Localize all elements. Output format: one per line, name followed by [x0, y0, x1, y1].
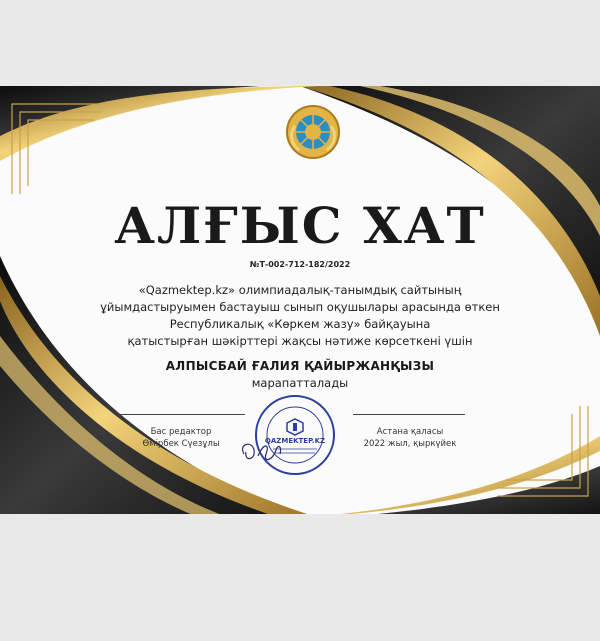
body-line: Республикалық «Көркем жазу» байқауына: [169, 317, 431, 331]
recipient-name: АЛПЫСБАЙ ҒАЛИЯ ҚАЙЫРЖАНҚЫЗЫ: [165, 359, 435, 373]
issue-city: Астана қаласы: [376, 427, 444, 437]
awarded-text: марапатталады: [251, 376, 349, 390]
issue-date: 2022 жыл, қыркүйек: [363, 439, 457, 449]
right-signature-block: [350, 426, 470, 450]
signature-line-left: [120, 414, 245, 415]
certificate-body: [100, 282, 500, 350]
body-line: ұйымдастыруымен бастауыш сынып оқушылары арасында өткен: [100, 300, 500, 314]
signer-role: Бас редактор: [150, 427, 212, 437]
state-emblem-icon: [285, 104, 341, 160]
certificate-number: №Т-002-712-182/2022: [249, 260, 351, 269]
signer-name: Өмірбек Сүезұлы: [142, 439, 220, 449]
signature-line-right: [353, 414, 465, 415]
stamp-icon: [253, 393, 337, 477]
certificate: [0, 86, 600, 518]
left-signature-block: [116, 426, 246, 450]
body-line: «Qazmektep.kz» олимпиадалық-танымдық сайтының: [138, 283, 462, 297]
stamp-label: QAZMEKTEP.KZ: [264, 437, 326, 445]
certificate-title: АЛҒЫС ХАТ: [114, 196, 486, 255]
body-line: қатыстырған шәкірттері жақсы нәтиже көрсеткені үшін: [127, 334, 473, 348]
